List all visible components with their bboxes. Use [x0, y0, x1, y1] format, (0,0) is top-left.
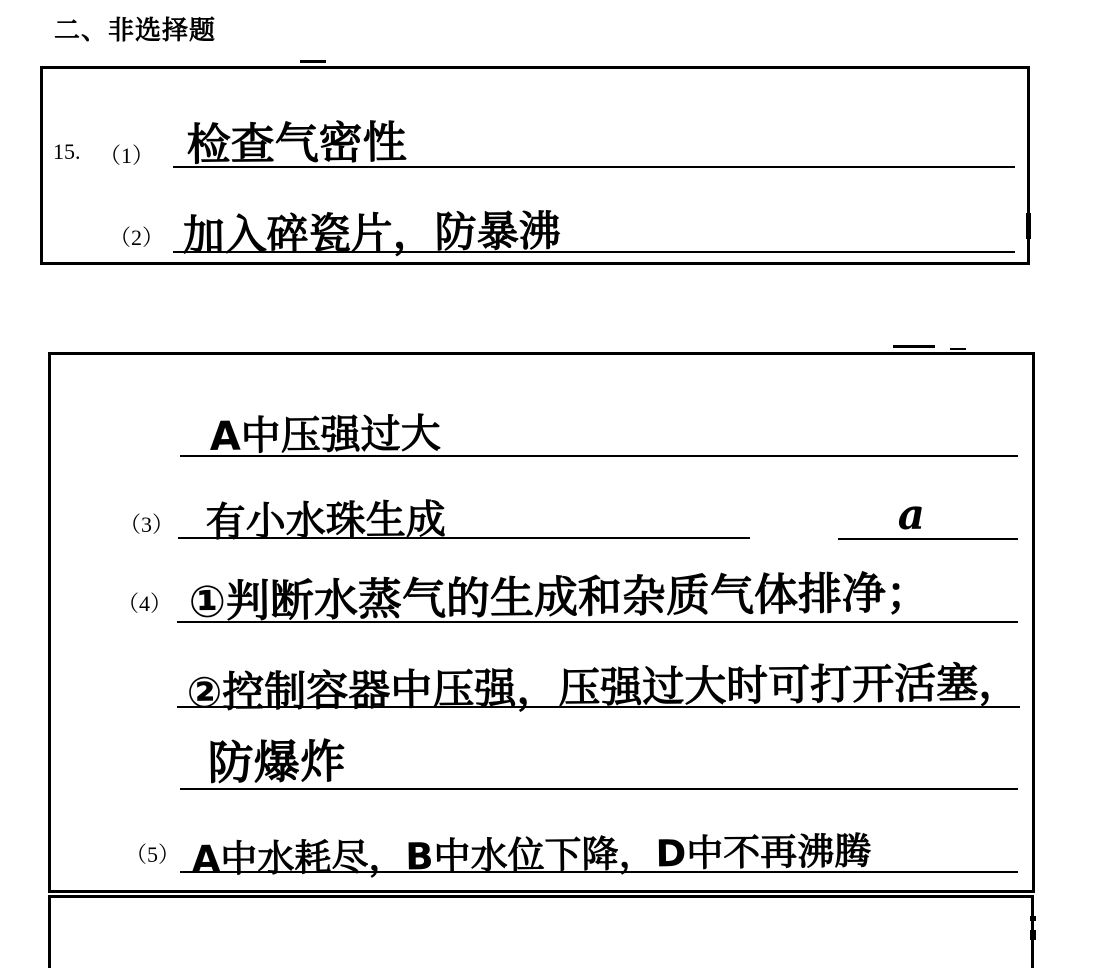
scan-artifact — [1030, 916, 1036, 921]
part-label-4: （4） — [117, 591, 173, 616]
answer-blank-8 — [180, 829, 1018, 881]
answer-blank-7 — [180, 734, 1018, 790]
part-label-1: （1） — [99, 143, 155, 168]
answer-blank-2 — [173, 206, 1015, 260]
scan-artifact — [1026, 213, 1031, 239]
answer-blank-1 — [173, 117, 1015, 171]
part-label-3: （3） — [119, 512, 175, 537]
handwritten-answer-4: 有小水珠生成 — [205, 497, 447, 546]
scan-artifact — [950, 348, 966, 350]
handwritten-answer-6: ②控制容器中压强，压强过大时可打开活塞， — [186, 657, 1021, 717]
answer-blank-4b — [838, 489, 1018, 540]
answer-box-3 — [48, 895, 1034, 968]
handwritten-answer-4b: a — [897, 489, 926, 539]
handwritten-answer-8: A中水耗尽，B中水位下降，D中不再沸腾 — [191, 829, 872, 881]
section-title: 二、非选择题 — [54, 15, 217, 45]
answer-blank-6 — [177, 657, 1021, 717]
answer-blank-5 — [177, 567, 1018, 628]
answer-blank-3 — [180, 411, 1018, 460]
scan-artifact — [1030, 930, 1036, 940]
scan-artifact — [893, 345, 935, 348]
handwritten-answer-1: 检查气密性 — [186, 117, 408, 171]
question-number: 15. — [53, 139, 81, 164]
part-label-5: （5） — [125, 842, 181, 867]
handwritten-answer-5: ①判断水蒸气的生成和杂质气体排净； — [188, 567, 931, 628]
scan-artifact — [300, 60, 326, 63]
handwritten-answer-2: 加入碎瓷片，防暴沸 — [182, 206, 562, 260]
answer-box-2 — [48, 352, 1035, 893]
part-label-2: （2） — [109, 225, 165, 250]
answer-box-1 — [40, 66, 1030, 265]
handwritten-answer-3: A中压强过大 — [209, 411, 441, 460]
handwritten-answer-7: 防爆炸 — [207, 734, 347, 790]
answer-blank-4 — [178, 497, 750, 546]
